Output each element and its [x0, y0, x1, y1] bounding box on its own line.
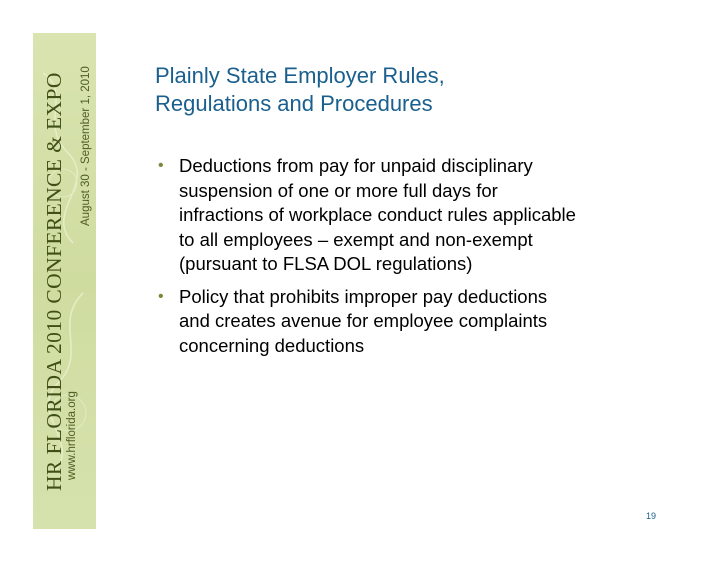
slide-title: [155, 62, 695, 118]
bullet-line: suspension of one or more full days for: [179, 179, 498, 201]
bullet-marker: •: [158, 287, 164, 305]
bullet-line: infractions of workplace conduct rules applicable: [179, 204, 576, 225]
bullet-line: and creates avenue for employee complaints: [179, 310, 548, 331]
conference-title: HR FLORIDA 2010 CONFERENCE & EXPO: [42, 72, 66, 491]
bullet-line: to all employees – exempt and non-exempt: [179, 228, 533, 250]
slide-title-line-2: Regulations and Procedures: [155, 91, 433, 116]
slide-title-line-1: Plainly State Employer Rules,: [155, 63, 445, 88]
page-number: 19: [646, 511, 657, 521]
bullet-line: (pursuant to FLSA DOL regulations): [179, 253, 473, 274]
conference-dates: August 30 - September 1, 2010: [80, 66, 92, 226]
bullet-line: concerning deductions: [179, 334, 365, 356]
bullet-item-policy: [158, 285, 678, 359]
bullet-marker: •: [158, 157, 164, 174]
bullet-line: Deductions from pay for unpaid disciplinary: [179, 155, 533, 176]
bullet-line: Policy that prohibits improper pay deductions: [179, 285, 548, 307]
conference-website: www.hrflorida.org: [66, 391, 78, 480]
bullet-item-deductions: [158, 154, 678, 277]
bullet-list: [158, 154, 678, 366]
